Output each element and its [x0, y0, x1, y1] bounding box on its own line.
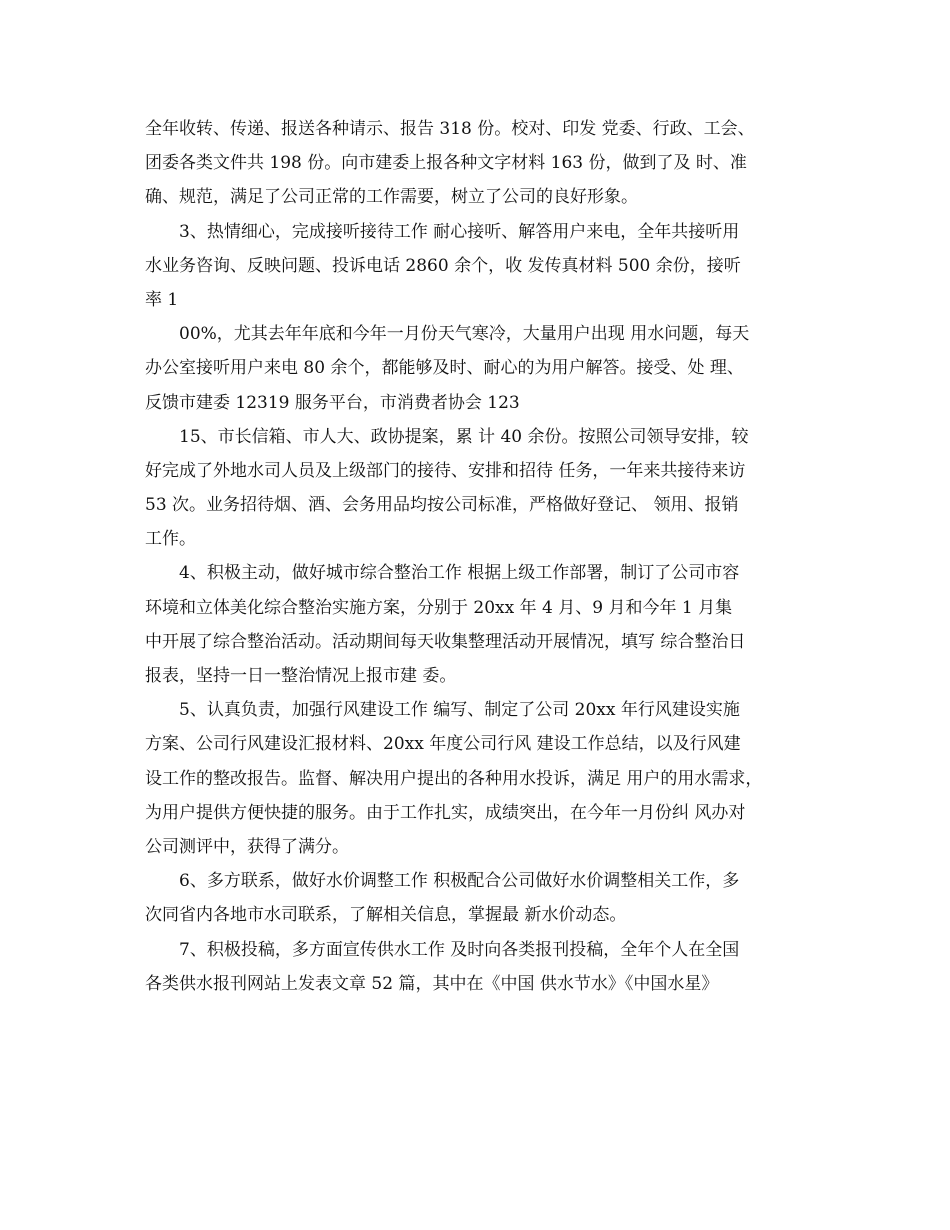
text-line: 反馈市建委 12319 服务平台，市消费者协会 123 [145, 392, 520, 413]
text-line: 次同省内各地市水司联系，了解相关信息，掌握最 新水价动态。 [145, 905, 627, 926]
text-line: 团委各类文件共 198 份。向市建委上报各种文字材料 163 份，做到了及 时、准 [145, 153, 747, 174]
text-line: 3、热情细心，完成接听接待工作 耐心接听、解答用户来电，全年共接听用 [179, 221, 740, 242]
text-line: 6、多方联系，做好水价调整工作 积极配合公司做好水价调整相关工作，多 [179, 871, 740, 892]
text-line: 00%，尤其去年年底和今年一月份天气寒冷，大量用户出现 用水问题，每天 [179, 324, 750, 345]
text-line: 全年收转、传递、报送各种请示、报告 318 份。校对、印发 党委、行政、工会、 [145, 119, 755, 139]
text-line: 各类供水报刊网站上发表文章 52 篇，其中在《中国 供水节水》《中国水星》 [145, 973, 719, 994]
text-line: 环境和立体美化综合整治实施方案，分别于 20xx 年 4 月、9 月和今年 1 月集 [145, 597, 733, 618]
text-line: 工作。 [145, 529, 196, 550]
text-line: 办公室接听用户来电 80 余个，都能够及时、耐心的为用户解答。接受、处 理、 [145, 358, 744, 379]
text-line: 中开展了综合整治活动。活动期间每天收集整理活动开展情况，填写 综合整治日 [145, 631, 746, 652]
text-line: 15、市长信箱、市人大、政协提案，累 计 40 余份。按照公司领导安排，较 [179, 426, 749, 447]
text-line: 水业务咨询、反映问题、投诉电话 2860 余个，收 发传真材料 500 余份，接听 [145, 255, 741, 276]
text-line: 5、认真负责，加强行风建设工作 编写、制定了公司 20xx 年行风建设实施 [179, 700, 740, 721]
text-line: 为用户提供方便快捷的服务。由于工作扎实，成绩突出，在今年一月份纠 风办对 [145, 802, 746, 823]
text-line: 确、规范，满足了公司正常的工作需要，树立了公司的良好形象。 [145, 187, 638, 208]
text-line: 4、积极主动，做好城市综合整治工作 根据上级工作部署，制订了公司市容 [179, 563, 740, 584]
text-line: 方案、公司行风建设汇报材料、20xx 年度公司行风 建设工作总结，以及行风建 [145, 734, 741, 755]
text-line: 率 1 [145, 289, 179, 310]
text-line: 公司测评中，获得了满分。 [145, 836, 349, 857]
text-line: 好完成了外地水司人员及上级部门的接待、安排和招待 任务，一年来共接待来访 [145, 460, 746, 481]
document-body [145, 112, 835, 1001]
text-line: 报表，坚持一日一整治情况上报市建 委。 [145, 666, 457, 686]
text-line: 设工作的整改报告。监督、解决用户提出的各种用水投诉，满足 用户的用水需求， [145, 768, 763, 789]
text-line: 53 次。业务招待烟、酒、会务用品均按公司标准，严格做好登记、 领用、报销 [145, 495, 739, 516]
text-line: 7、积极投稿，多方面宣传供水工作 及时向各类报刊投稿，全年个人在全国 [179, 939, 740, 960]
